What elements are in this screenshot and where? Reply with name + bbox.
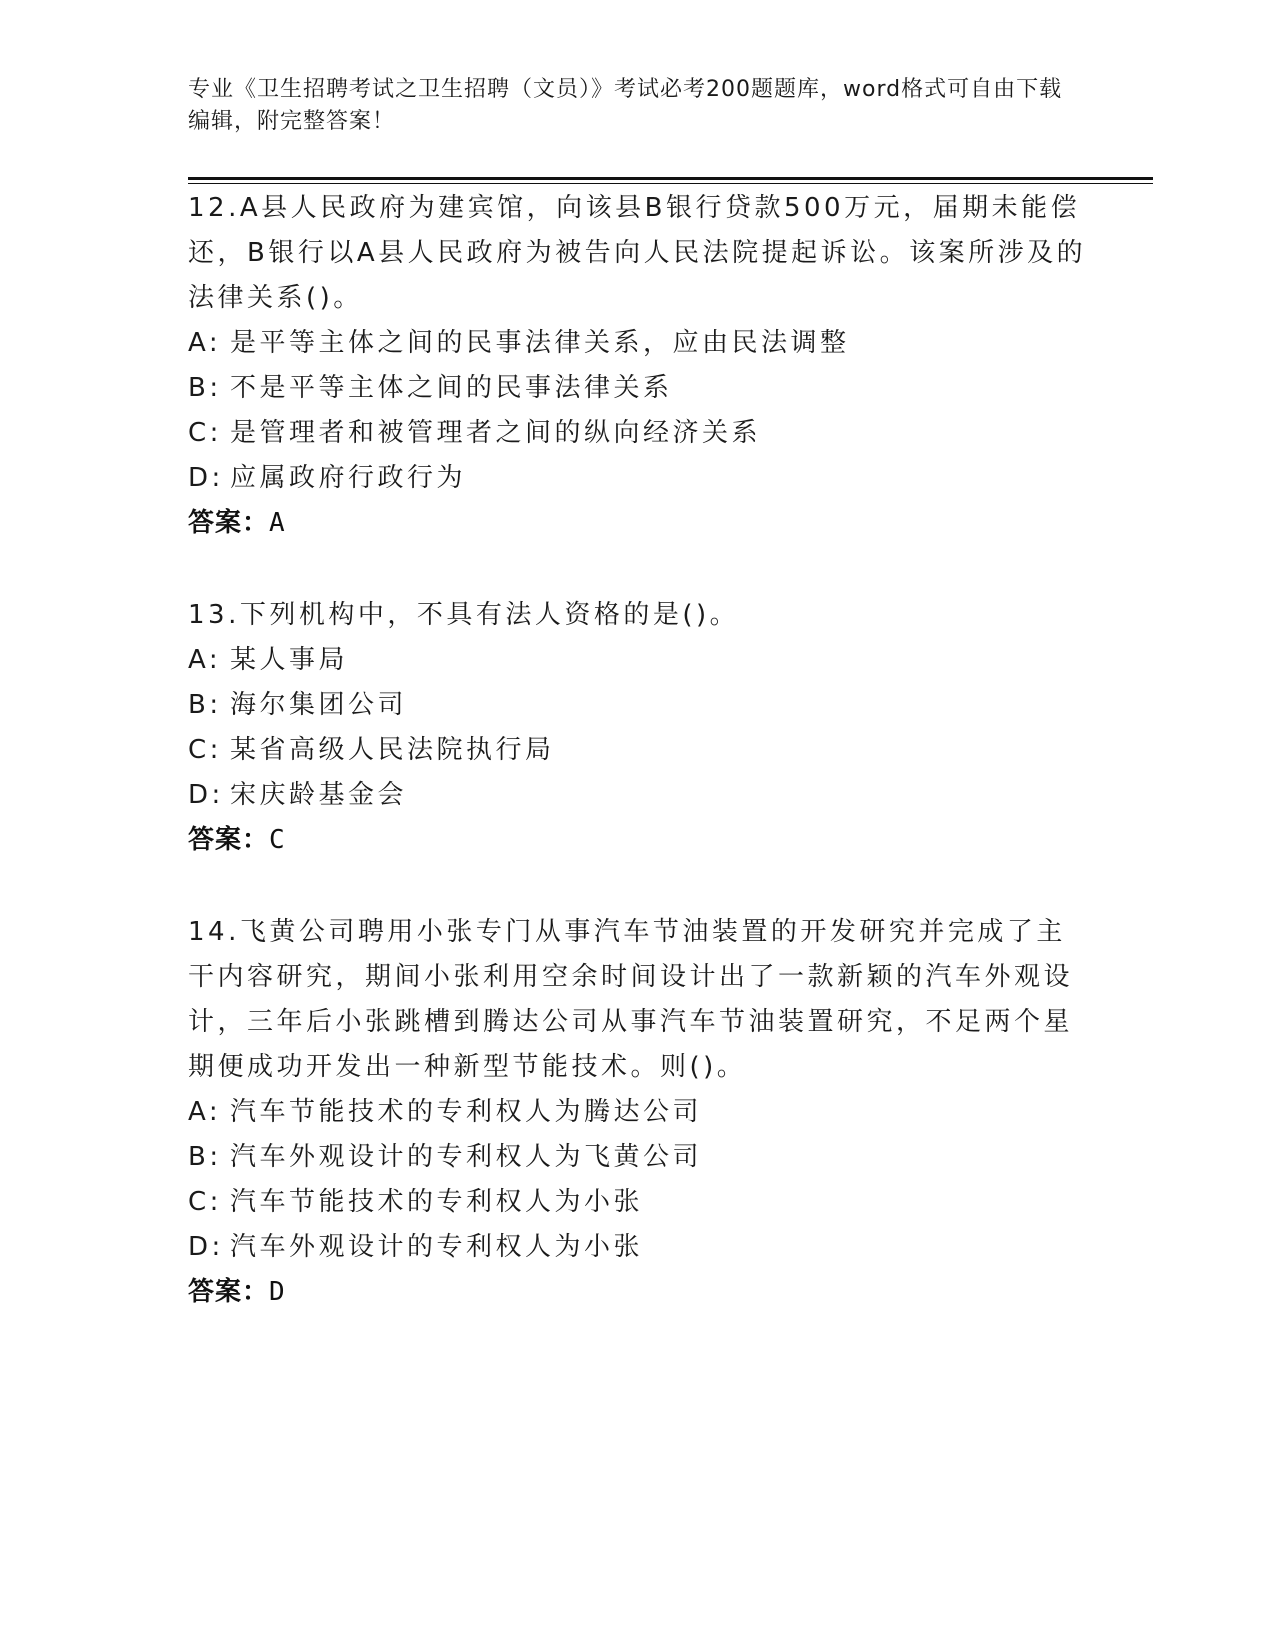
option-text: 某省高级人民法院执行局: [230, 735, 555, 765]
question-text: 14.飞黄公司聘用小张专门从事汽车节油装置的开发研究并完成了主干内容研究，期间小张利用空余时间设计出了一款新颖的汽车外观设计，三年后小张跳槽到腾达公司从事汽车节油装置研究，不足两个星期便成功开发出一种新型节能技术。则()。: [188, 917, 1074, 1082]
option-text: 海尔集团公司: [230, 690, 408, 720]
option-text: 不是平等主体之间的民事法律关系: [230, 373, 673, 403]
option-letter: B:: [188, 1142, 222, 1172]
option-text: 汽车外观设计的专利权人为飞黄公司: [230, 1142, 703, 1172]
option-text: 汽车外观设计的专利权人为小张: [230, 1232, 644, 1262]
answer-label: 答案：: [188, 825, 270, 855]
option-text: 某人事局: [230, 645, 349, 675]
option-letter: C:: [188, 735, 222, 765]
option-b: [188, 366, 1088, 411]
answer-value: C: [269, 825, 286, 855]
answer-line: [188, 501, 1088, 546]
option-text: 是管理者和被管理者之间的纵向经济关系: [230, 418, 762, 448]
question-spacer: [188, 546, 1088, 593]
question-spacer: [188, 863, 1088, 910]
question-list: [188, 186, 1088, 1315]
question-14: [188, 910, 1088, 1315]
option-c: [188, 1180, 1088, 1225]
option-c: [188, 411, 1088, 456]
option-text: 宋庆龄基金会: [230, 780, 408, 810]
answer-line: [188, 1270, 1088, 1315]
option-text: 应属政府行政行为: [230, 463, 467, 493]
header-divider: [188, 177, 1153, 184]
option-b: [188, 1135, 1088, 1180]
divider-thick-line: [188, 177, 1153, 180]
option-a: [188, 638, 1088, 683]
option-c: [188, 728, 1088, 773]
document-header: 专业《卫生招聘考试之卫生招聘（文员）》考试必考200题题库，word格式可自由下载编辑，附完整答案！: [188, 77, 1063, 134]
option-d: [188, 1225, 1088, 1270]
option-letter: B:: [188, 373, 222, 403]
option-a: [188, 1090, 1088, 1135]
question-text: 12.A县人民政府为建宾馆，向该县B银行贷款500万元，届期未能偿还，B银行以A县人民政府为被告向人民法院提起诉讼。该案所涉及的法律关系()。: [188, 193, 1087, 313]
option-b: [188, 683, 1088, 728]
question-text: 13.下列机构中，不具有法人资格的是()。: [188, 600, 740, 630]
question-12: [188, 186, 1088, 546]
option-letter: D:: [188, 780, 224, 810]
option-text: 汽车节能技术的专利权人为小张: [230, 1187, 644, 1217]
option-text: 是平等主体之间的民事法律关系，应由民法调整: [230, 328, 850, 358]
answer-value: A: [269, 508, 286, 538]
option-text: 汽车节能技术的专利权人为腾达公司: [230, 1097, 703, 1127]
divider-thin-line: [188, 183, 1153, 184]
option-letter: A:: [188, 328, 222, 358]
option-letter: D:: [188, 1232, 224, 1262]
option-letter: A:: [188, 645, 222, 675]
option-letter: B:: [188, 690, 222, 720]
answer-line: [188, 818, 1088, 863]
option-a: [188, 321, 1088, 366]
option-letter: C:: [188, 418, 222, 448]
answer-value: D: [269, 1277, 286, 1307]
answer-label: 答案：: [188, 508, 270, 538]
answer-label: 答案：: [188, 1277, 270, 1307]
option-letter: D:: [188, 463, 224, 493]
option-d: [188, 456, 1088, 501]
option-letter: A:: [188, 1097, 222, 1127]
option-d: [188, 773, 1088, 818]
option-letter: C:: [188, 1187, 222, 1217]
question-13: [188, 593, 1088, 863]
